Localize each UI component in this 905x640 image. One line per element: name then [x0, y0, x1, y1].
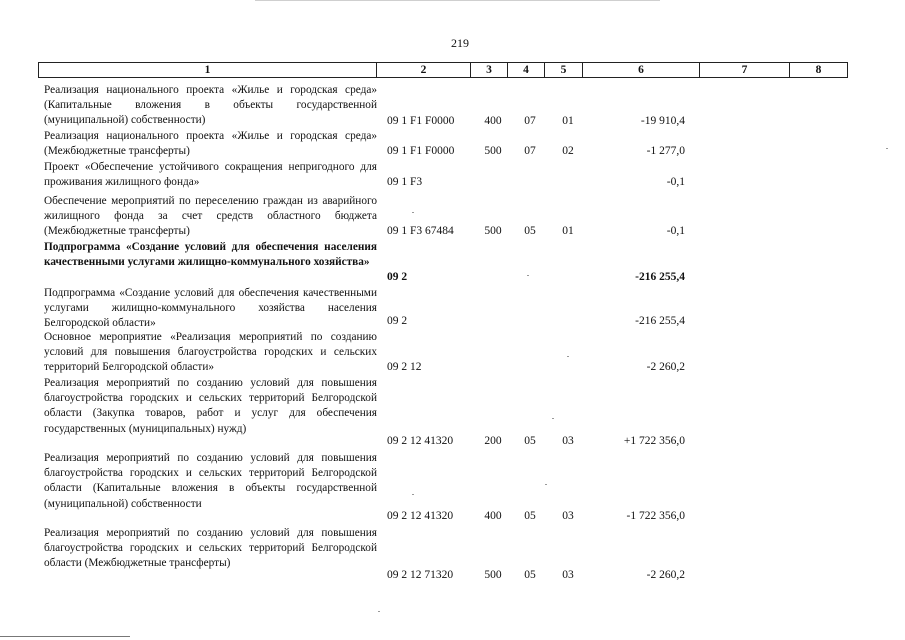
- row-description: Обеспечение мероприятий по переселению граждан из аварийного жилищного фонда за счет средств областного бюджета (Межбюджетные трансферты): [44, 195, 377, 238]
- row-amount: -2 260,2: [646, 361, 685, 373]
- row-amount: -216 255,4: [635, 271, 685, 283]
- header-col-8: 8: [789, 63, 847, 77]
- row-amount: +1 722 356,0: [623, 435, 685, 447]
- row-description: Реализация мероприятий по созданию условий для повышения благоустройства городских и сельских территорий Белгородской области (Капитальные вложения в объекты государственной (муниципальной) собственности: [44, 452, 377, 510]
- row-subsection: 01: [562, 115, 574, 127]
- row-description: Подпрограмма «Создание условий для обеспечения населения качественными услугами жилищно-коммунального хозяйства»: [44, 241, 377, 269]
- row-description: Подпрограмма «Создание условий для обеспечения качественными услугами жилищно-коммунального хозяйства населения Белгородской области»: [44, 287, 377, 330]
- row-amount: -0,1: [666, 176, 685, 188]
- row-subsection: 03: [562, 569, 574, 581]
- row-code: 09 2: [387, 315, 408, 327]
- scan-speck: [545, 484, 547, 485]
- row-section: 05: [524, 569, 536, 581]
- row-expense-type: 200: [484, 435, 502, 447]
- row-description: Реализация мероприятий по созданию условий для повышения благоустройства городских и сельских территорий Белгородской области (Закупка товаров, работ и услуг для обеспечения государственных (муниципальных) нужд): [44, 377, 377, 435]
- row-amount: -2 260,2: [646, 569, 685, 581]
- row-subsection: 03: [562, 435, 574, 447]
- row-section: 05: [524, 225, 536, 237]
- row-expense-type: 500: [484, 225, 502, 237]
- header-col-6: 6: [582, 63, 699, 77]
- scan-speck: [552, 418, 554, 419]
- row-code: 09 1 F1 F0000: [387, 115, 455, 127]
- scan-edge-top: [255, 0, 660, 1]
- row-code: 09 2 12 41320: [387, 510, 454, 522]
- scan-speck: [412, 494, 414, 495]
- header-col-4: 4: [507, 63, 544, 77]
- row-subsection: 02: [562, 145, 574, 157]
- scan-speck: [378, 611, 380, 612]
- scan-speck: [527, 275, 529, 276]
- row-code: 09 2: [387, 271, 408, 283]
- scan-speck: [886, 148, 888, 149]
- row-expense-type: 400: [484, 115, 502, 127]
- row-description: Реализация мероприятий по созданию условий для повышения благоустройства городских и сельских территорий Белгородской области (Межбюджетные трансферты): [44, 527, 377, 570]
- row-amount: -19 910,4: [640, 115, 685, 127]
- row-section: 05: [524, 510, 536, 522]
- row-amount: -0,1: [666, 225, 685, 237]
- header-col-3: 3: [470, 63, 507, 77]
- row-description: Проект «Обеспечение устойчивого сокращения непригодного для проживания жилищного фонда»: [44, 161, 377, 189]
- row-code: 09 1 F1 F0000: [387, 145, 455, 157]
- header-col-2: 2: [376, 63, 470, 77]
- row-code: 09 2 12 41320: [387, 435, 454, 447]
- page-number: 219: [451, 36, 469, 50]
- row-code: 09 1 F3 67484: [387, 225, 454, 237]
- scan-speck: [412, 212, 414, 213]
- row-section: 05: [524, 435, 536, 447]
- row-code: 09 2 12 71320: [387, 569, 454, 581]
- row-amount: -216 255,4: [635, 315, 685, 327]
- row-description: Реализация национального проекта «Жилье и городская среда» (Капитальные вложения в объекты государственной (муниципальной) собственности): [44, 84, 377, 127]
- row-amount: -1 277,0: [646, 145, 685, 157]
- row-expense-type: 400: [484, 510, 502, 522]
- row-expense-type: 500: [484, 569, 502, 581]
- row-section: 07: [524, 115, 536, 127]
- row-subsection: 03: [562, 510, 574, 522]
- scan-speck: [567, 356, 569, 357]
- row-subsection: 01: [562, 225, 574, 237]
- row-amount: -1 722 356,0: [626, 510, 685, 522]
- row-expense-type: 500: [484, 145, 502, 157]
- header-col-1: 1: [204, 64, 211, 76]
- header-col-5: 5: [544, 63, 582, 77]
- table-header-row: [38, 62, 848, 78]
- row-description: Реализация национального проекта «Жилье и городская среда» (Межбюджетные трансферты): [44, 130, 377, 158]
- row-code: 09 1 F3: [387, 176, 423, 188]
- row-description: Основное мероприятие «Реализация мероприятий по созданию условий для повышения благоустройства городских и сельских территорий Белгородской области»: [44, 331, 377, 374]
- scan-edge-bottom: [0, 636, 130, 637]
- row-section: 07: [524, 145, 536, 157]
- header-col-7: 7: [699, 63, 789, 77]
- row-code: 09 2 12: [387, 361, 422, 373]
